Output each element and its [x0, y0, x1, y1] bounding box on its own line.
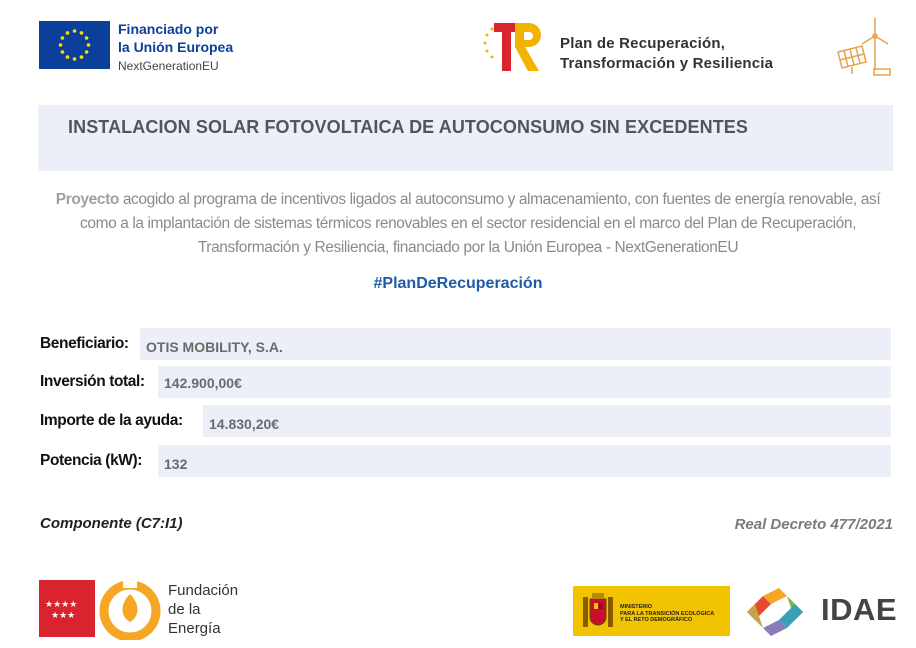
svg-text:★★★: ★★★ [51, 611, 76, 621]
eu-stars [39, 21, 110, 69]
potencia-value: 132 [164, 456, 188, 472]
eu-funding-label [118, 20, 233, 75]
prtr-label [560, 34, 773, 74]
decreto-label: Real Decreto 477/2021 [734, 516, 893, 533]
spain-shield-icon [581, 591, 615, 631]
eu-line3: NextGenerationEU [118, 59, 219, 73]
ayuda-box [203, 405, 891, 437]
svg-text:★★★★: ★★★★ [45, 600, 78, 610]
title-box [38, 105, 893, 171]
ministerio-logo [573, 586, 730, 636]
componente-label: Componente (C7:I1) [40, 515, 183, 532]
ministerio-label [620, 604, 714, 624]
eu-line1: Financiado por [118, 21, 219, 37]
prtr-line2: Transformación y Resiliencia [560, 55, 774, 72]
ayuda-label: Importe de la ayuda: [40, 412, 183, 429]
project-lead: Proyecto [55, 191, 119, 208]
beneficiario-value: OTIS MOBILITY, S.A. [146, 339, 283, 355]
inversion-value: 142.900,00€ [164, 375, 242, 391]
ministerio-line1: MINISTERIO [620, 604, 653, 610]
madrid-flag-icon [39, 580, 95, 637]
eu-line2: la Unión Europea [118, 39, 234, 55]
eu-flag-icon [39, 21, 110, 69]
idae-label: IDAE [821, 592, 898, 627]
inversion-label: Inversión total: [40, 373, 145, 390]
ministerio-line2: PARA LA TRANSICIÓN ECOLÓGICA [620, 610, 715, 617]
potencia-label: Potencia (kW): [40, 452, 143, 469]
prtr-line1: Plan de Recuperación, [560, 35, 726, 52]
potencia-box [158, 445, 891, 477]
fde-line3: Energía [168, 620, 221, 637]
fundacion-energia-logo-icon [99, 578, 161, 640]
ayuda-value: 14.830,20€ [209, 416, 280, 432]
fundacion-energia-label [168, 581, 238, 638]
inversion-box [158, 366, 891, 398]
beneficiario-label: Beneficiario: [40, 335, 129, 352]
idae-logo-icon [741, 585, 817, 639]
page-title: INSTALACION SOLAR FOTOVOLTAICA DE AUTOCONSUMO SIN EXCEDENTES [68, 117, 749, 137]
fde-line1: Fundación [168, 582, 239, 599]
fde-line2: de la [168, 601, 201, 618]
hashtag: #PlanDeRecuperación [373, 275, 543, 292]
energy-icon [832, 14, 892, 76]
project-text: acogido al programa de incentivos ligados al autoconsumo y almacenamiento, con fuentes de energía renovable, así como a la implantación de sistemas térmicos renovables en el sector residencial en el marco del Plan de Recuperación, Transformación y Resiliencia, financiado por la Unión Europea - NextGenerationEU [80, 191, 881, 256]
ministerio-line3: Y EL RETO DEMOGRÁFICO [620, 617, 693, 623]
project-description [40, 188, 896, 260]
prtr-logo-icon [480, 21, 550, 73]
